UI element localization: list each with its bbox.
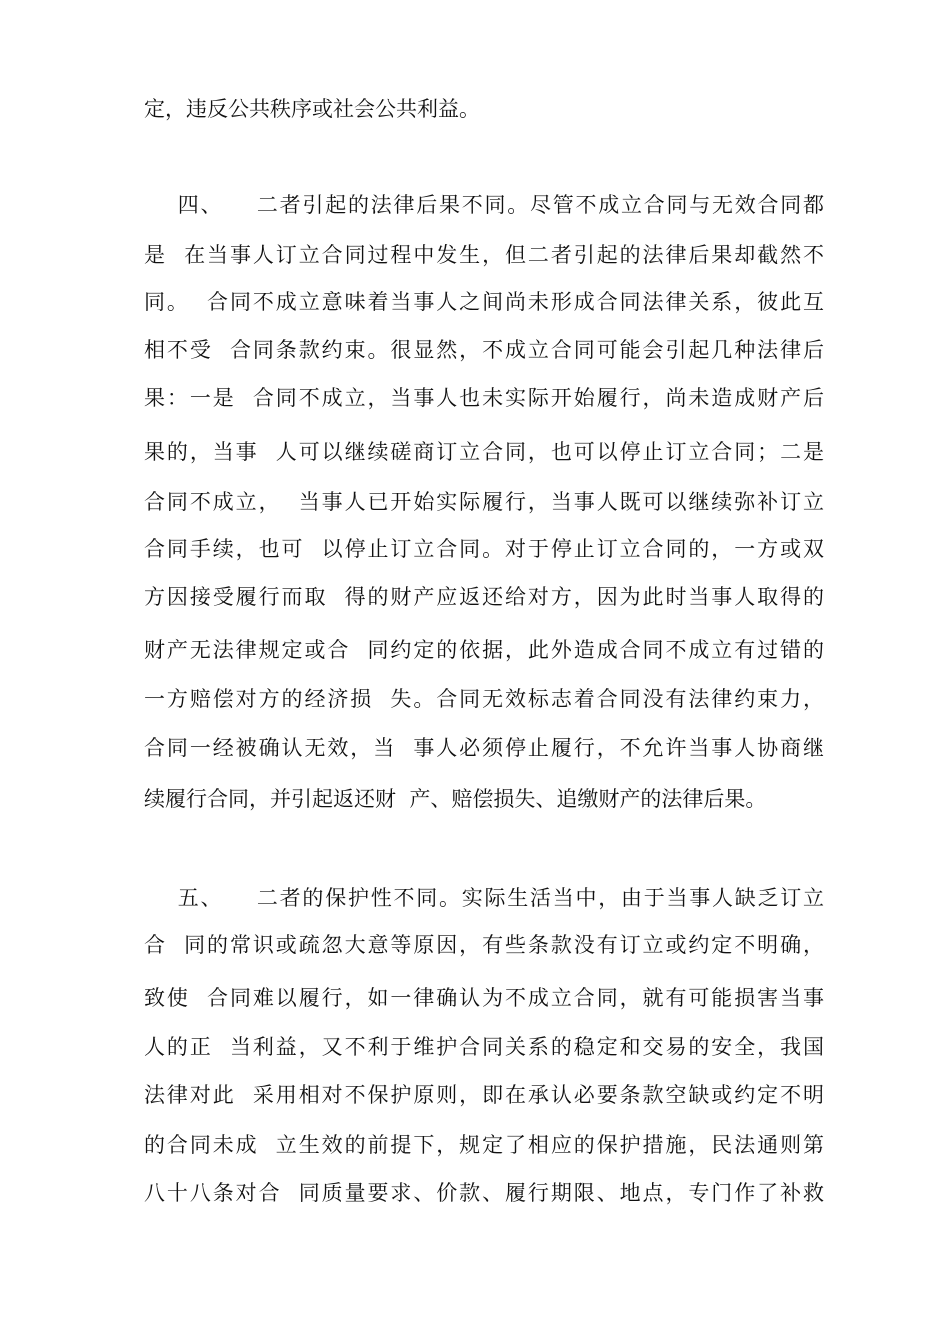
text-line: 致使 合同难以履行，如一律确认为不成立合同，就有可能损害当事 (144, 986, 824, 1010)
text-line: 相不受 合同条款约束。很显然，不成立合同可能会引起几种法律后 (144, 338, 824, 362)
text-line: 是 在当事人订立合同过程中发生，但二者引起的法律后果却截然不 (144, 243, 824, 267)
text-line: 定，违反公共秩序或社会公共利益。 (144, 97, 480, 121)
text-line: 合同不成立， 当事人已开始实际履行，当事人既可以继续弥补订立 (144, 490, 824, 514)
text-line: 同。 合同不成立意味着当事人之间尚未形成合同法律关系，彼此互 (144, 290, 824, 314)
text-line: 财产无法律规定或合 同约定的依据，此外造成合同不成立有过错的 (144, 638, 824, 662)
text-line: 合同手续，也可 以停止订立合同。对于停止订立合同的，一方或双 (144, 537, 824, 561)
text-line: 五、 二者的保护性不同。实际生活当中，由于当事人缺乏订立 (144, 886, 824, 910)
text-line: 果的，当事 人可以继续磋商订立合同，也可以停止订立合同；二是 (144, 440, 824, 464)
text-line: 合同一经被确认无效，当 事人必须停止履行，不允许当事人协商继 (144, 736, 824, 760)
text-line: 续履行合同，并引起返还财 产、赔偿损失、追缴财产的法律后果。 (144, 787, 767, 811)
text-line: 一方赔偿对方的经济损 失。合同无效标志着合同没有法律约束力， (144, 687, 824, 711)
text-line: 合 同的常识或疏忽大意等原因，有些条款没有订立或约定不明确， (144, 933, 824, 957)
text-line: 人的正 当利益，又不利于维护合同关系的稳定和交易的安全，我国 (144, 1035, 824, 1059)
text-line: 八十八条对合 同质量要求、价款、履行期限、地点，专门作了补救 (144, 1181, 824, 1205)
text-line: 的合同未成 立生效的前提下，规定了相应的保护措施，民法通则第 (144, 1133, 824, 1157)
text-line: 方因接受履行而取 得的财产应返还给对方，因为此时当事人取得的 (144, 585, 824, 609)
text-line: 法律对此 采用相对不保护原则，即在承认必要条款空缺或约定不明 (144, 1083, 824, 1107)
text-line: 果：一是 合同不成立，当事人也未实际开始履行，尚未造成财产后 (144, 386, 824, 410)
text-line: 四、 二者引起的法律后果不同。尽管不成立合同与无效合同都 (144, 193, 824, 217)
